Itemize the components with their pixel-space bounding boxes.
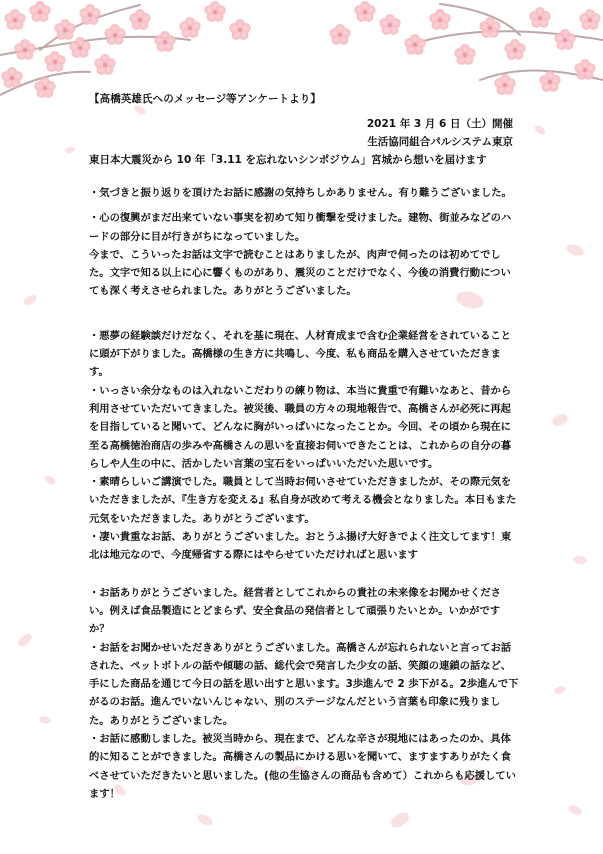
comment: ・いっさい余分なものは入れないこだわりの練り物は、本当に貴重で有難いなあと、昔から利用させていただいてきました。被災後、職員の方々の現地報告で、高橋さんが必死に再起を目指していると聞いて、どんなに胸がいっぱいになったことか。今回、その頃から現在に至る高橋徳治商店の歩みや高橋さんの思いを直接お伺いできたことは、これからの自分の暮らしや人生の中に、活かしたい言葉の宝石をいっぱいいただいた思いです。	[89, 384, 512, 470]
comments-body	[89, 184, 519, 803]
comment: ・お話をお聞かせいただきありがとうございました。高橋さんが忘れられないと言ってお話された、ペットボトルの話や傾聴の話、総代会で発言した少女の話、笑顔の連鎖の話など、手にした商品を通じて今日の話を思い出すと思います。3歩進んで 2 歩下がる。2歩進んで下がるのお話。進んでいないんじゃない、別のステージなんだという言葉も印象に残りました。ありがとうございました。	[89, 641, 519, 727]
comment-group-3	[89, 584, 519, 804]
document-heading: 【高橋英雄氏へのメッセージ等アンケートより】	[89, 93, 321, 105]
comment: ・凄い貴重なお話、ありがとうございました。おとうふ揚げ大好きでよく注文してます！東北は地元なので、今度帰省する際にはやらせていただければと思います	[89, 531, 512, 562]
comment: ・お話に感動しました。被災当時から、現在まで、どんな辛さが現地にはあったのか、具体的に知ることができました。高橋さんの製品にかける思いを聞いて、ますますありがたく食べさせていただきたいと思いました。(他の生協さんの商品も含めて）これからも応援しています！	[89, 733, 516, 800]
event-date: 2021 年 3 月 6 日（土）開催	[366, 118, 513, 130]
comment: ・悪夢の経験談だけだなく、それを基に現在、人材育成まで含む企業経営をされていることに頭が下がりました。高橋様の生き方に共鳴し、今度、私も商品を購入させていただきます。	[89, 329, 511, 379]
comment: ・心の復興がまだ出来ていない事実を初めて知り衝撃を受けました。建物、街並みなどのハードの部分に目が行きがちになっていました。 今まで、こういったお話は文字で読むことはありましたが、肉声で伺ったのは初めてでした。文字で知る以上に心に響くものがあり、震災のことだけでなく、今後の消費行動についても深く考えさせられました。ありがとうございました。	[89, 212, 512, 298]
organization-name: 生活協同組合パルシステム東京	[367, 136, 513, 148]
comment-group-2	[89, 327, 519, 565]
comment: ・素晴らしいご講演でした。職員として当時お伺いさせていただきましたが、その際元気をいただきましたが、『生き方を変える』私自身が改めて考える機会となりました。本日もまた元気をいただきました。ありがとうございます。	[89, 476, 517, 525]
comment-group-1	[89, 184, 519, 301]
comment: ・お話ありがとうございました。経営者としてこれからの貴社の未来像をお聞かせください。例えば食品製造にとどまらず、安全食品の発信者として頑張りたいとか。いかがですか？	[89, 586, 501, 636]
document-subtitle: 東日本大震災から 10 年「3.11 を忘れないシンポジウム」宮城から想いを届けます	[89, 154, 487, 166]
comment: ・気づきと振り返りを頂けたお話に感謝の気持ちしかありません。有り難うございました。	[89, 187, 512, 199]
